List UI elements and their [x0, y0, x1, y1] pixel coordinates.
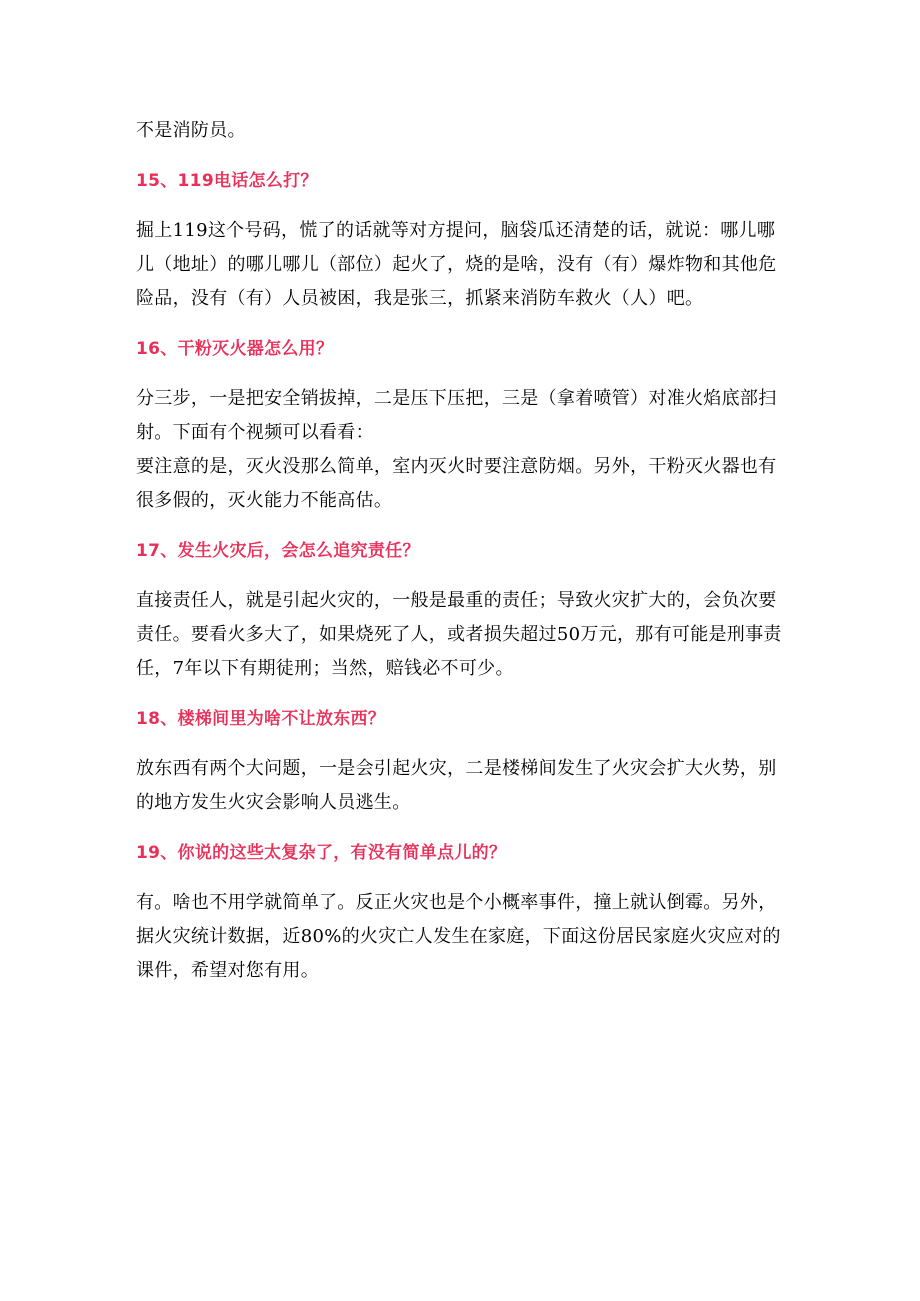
- answer-19-paragraph: 有。啥也不用学就简单了。反正火灾也是个小概率事件，撞上就认倒霉。另外，据火灾统计数据，近80%的火灾亡人发生在家庭，下面这份居民家庭火灾应对的课件，希望对您有用。: [136, 892, 781, 981]
- question-15-heading: 15、119电话怎么打？: [136, 171, 318, 191]
- question-19-heading: 19、你说的这些太复杂了，有没有简单点儿的？: [136, 843, 507, 863]
- answer-16-paragraph-1: 分三步，一是把安全销拔掉，二是压下压把，三是（拿着喷管）对准火焰底部扫射。下面有个视频可以看看：: [136, 388, 777, 443]
- answer-18-paragraph: 放东西有两个大问题，一是会引起火灾，二是楼梯间发生了火灾会扩大火势，别的地方发生火灾会影响人员逃生。: [136, 758, 777, 813]
- question-16-heading: 16、干粉灭火器怎么用？: [136, 339, 334, 359]
- answer-15-paragraph: 掘上119这个号码，慌了的话就等对方提问，脑袋瓜还清楚的话，就说：哪儿哪儿（地址）的哪儿哪儿（部位）起火了，烧的是啥，没有（有）爆炸物和其他危险品，没有（有）人员被困，我是张三，抓紧来消防车救火（人）吧。: [136, 220, 777, 309]
- question-18-heading: 18、楼梯间里为啥不让放东西？: [136, 709, 386, 729]
- answer-16-paragraph-2: 要注意的是，灭火没那么简单，室内灭火时要注意防烟。另外，干粉灭火器也有很多假的，灭火能力不能高估。: [136, 456, 777, 511]
- intro-line: 不是消防员。: [136, 120, 246, 141]
- answer-17-paragraph: 直接责任人，就是引起火灾的，一般是最重的责任；导致火灾扩大的，会负次要责任。要看火多大了，如果烧死了人，或者损失超过50万元，那有可能是刑事责任，7年以下有期徒刑；当然，赔钱必不可少。: [136, 590, 782, 679]
- document-body: [136, 114, 786, 988]
- question-17-heading: 17、发生火灾后，会怎么追究责任？: [136, 541, 420, 561]
